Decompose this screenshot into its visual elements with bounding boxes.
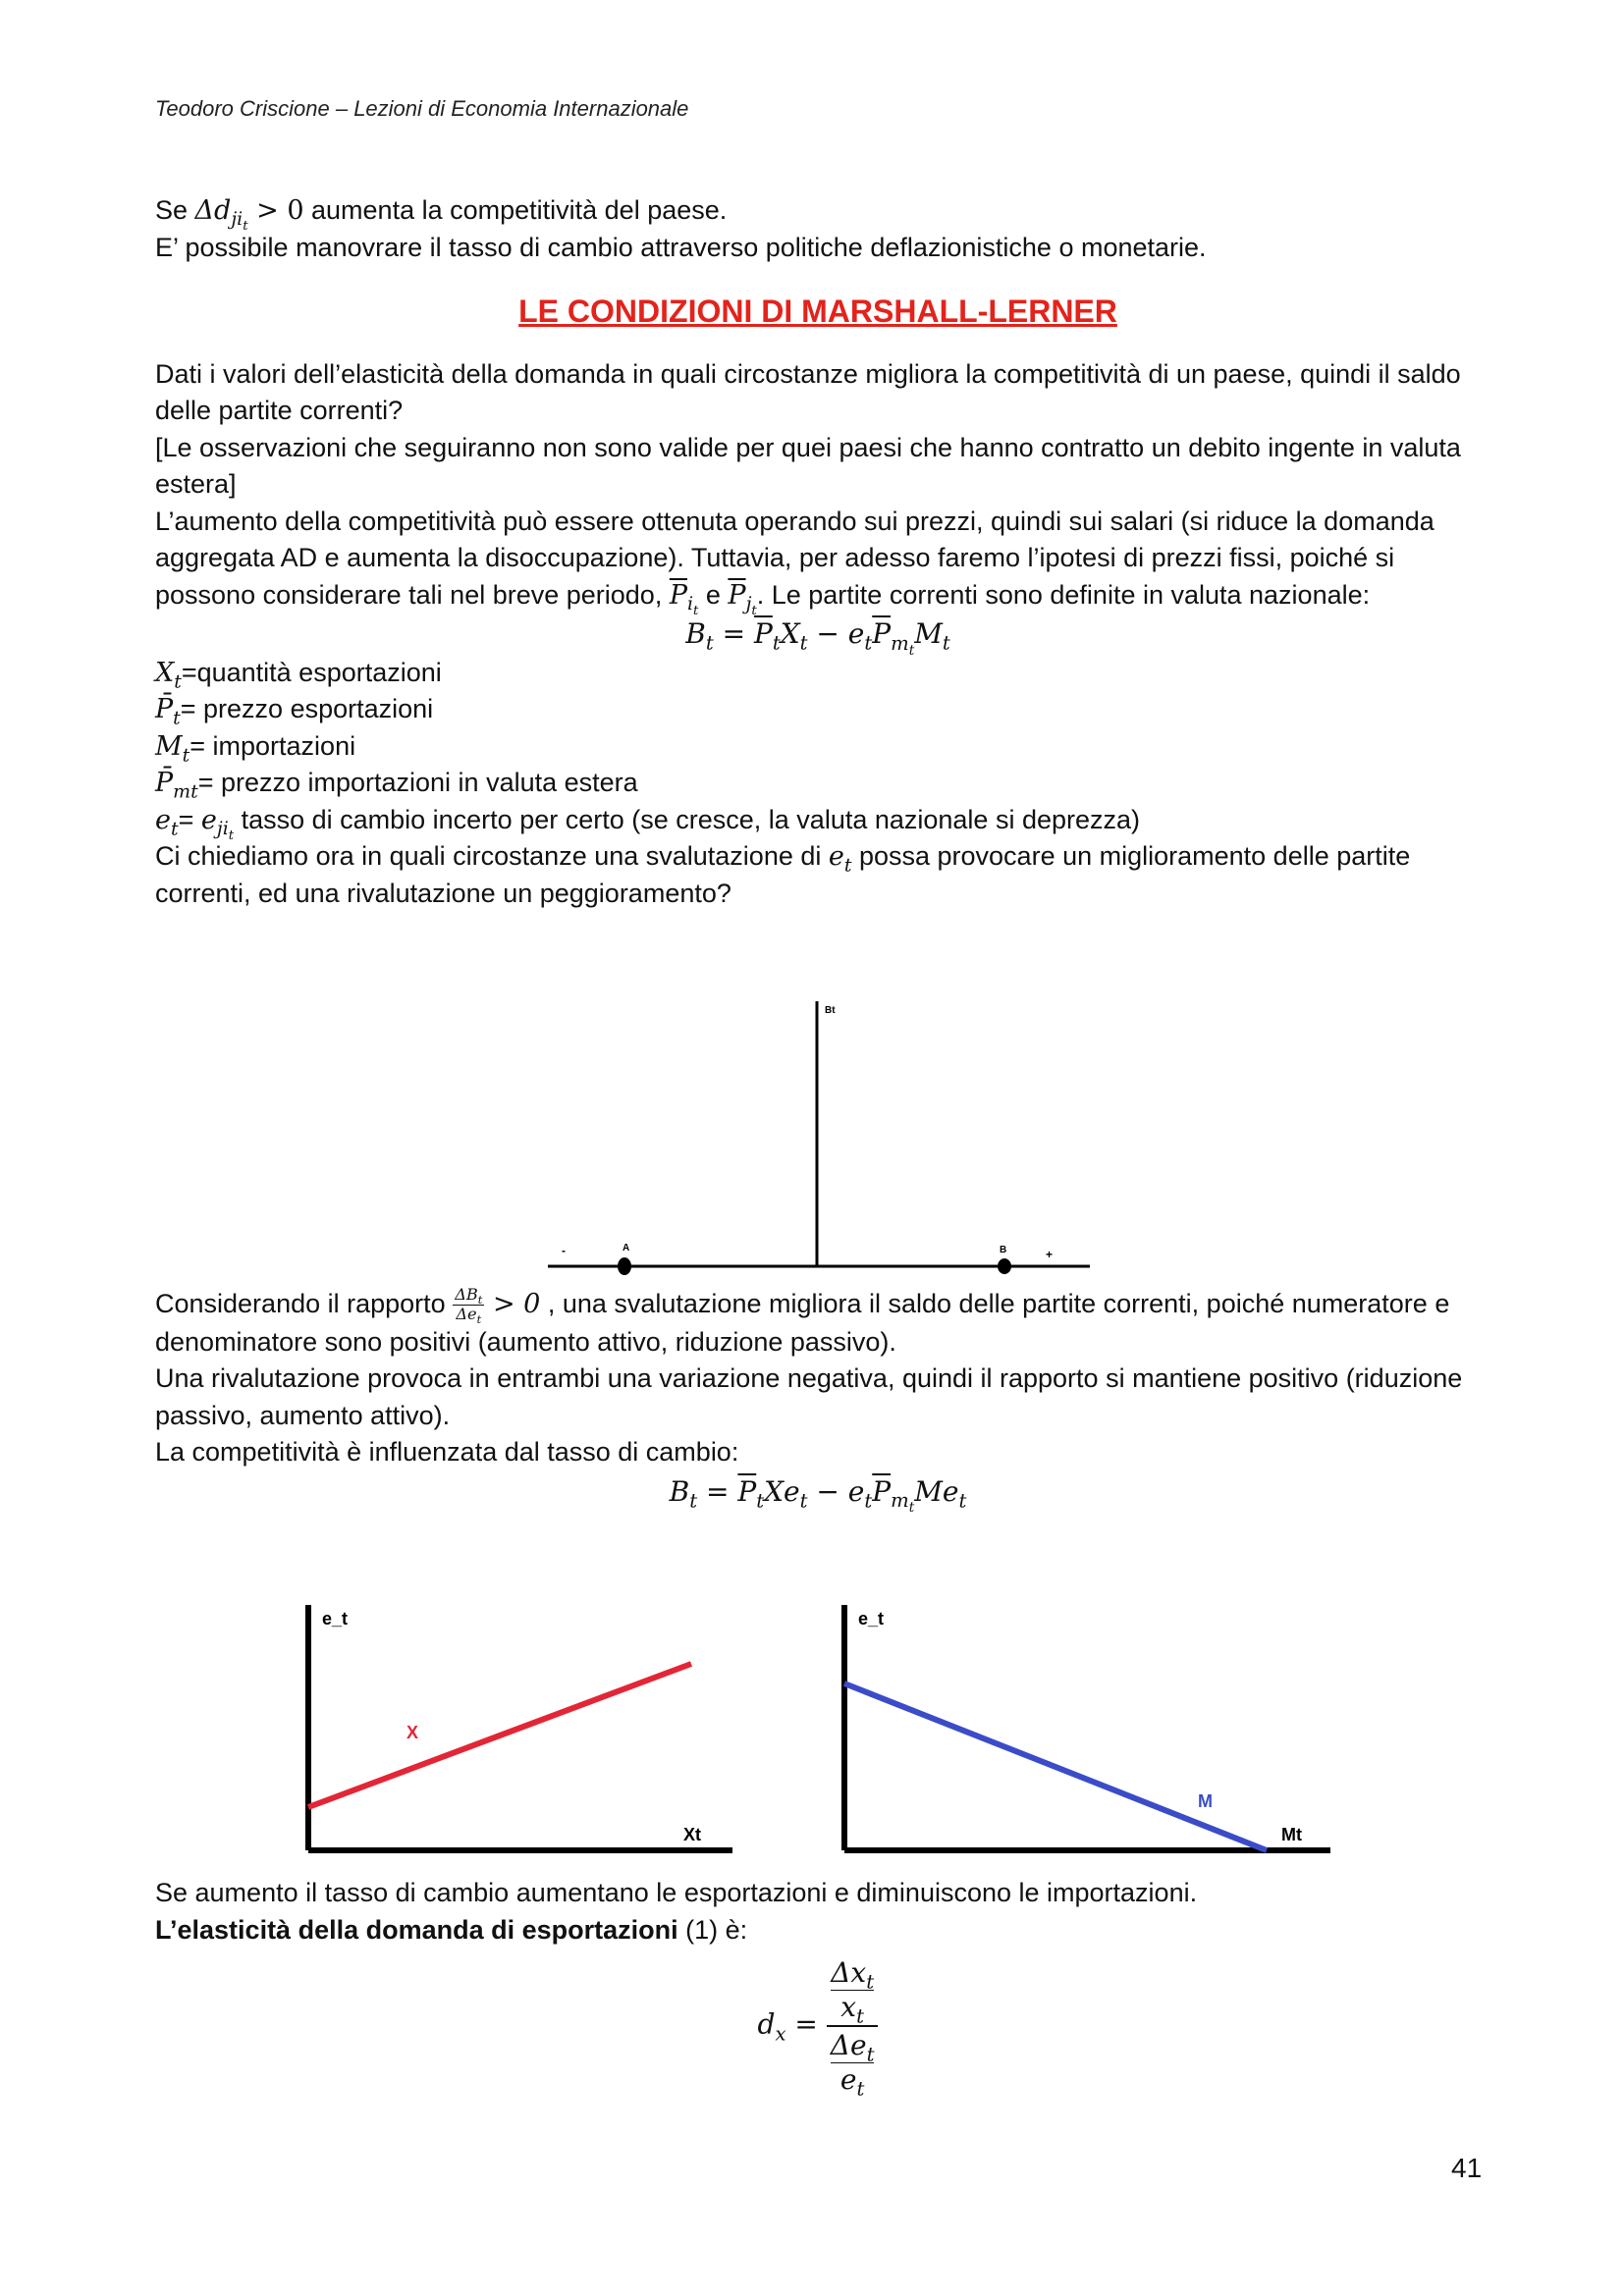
def-symbol: $e_t$ [155,804,179,839]
axis-plus-sign: + [1046,1248,1054,1261]
y-axis-label: e_t [322,1609,349,1629]
text-fragment: aumenta la competitività del paese. [303,195,728,225]
paragraph-competitiveness-rate: La competitività è influenzata dal tasso di cambio: [155,1437,739,1468]
paragraph-intro-note: [Le osservazioni che seguiranno non sono valide per quei paesi che hanno contratto un debito ingente in valuta estera] [155,432,1461,499]
balance-axis-graph [540,991,1100,1286]
axis-minus-sign: - [562,1244,566,1257]
paragraph-question: Ci chiediamo ora in quali circostanze una svalutazione di $e_t$ possa provocare un miglioramento delle partite correnti, ed una rivalutazione un peggioramento? [155,841,1411,908]
paragraph-revaluation: Una rivalutazione provoca in entrambi una variazione negativa, quindi il rapporto si mantiene positivo (riduzione passivo, aumento attivo). [155,1363,1463,1430]
series-line-M [844,1683,1267,1850]
paragraph-intro-prices: L’aumento della competitività può essere ottenuta operando sui prezzi, quindi sui salari (si riduce la domanda aggregata AD e aumenta la disoccupazione). Tuttavia, per adesso faremo l’ipotesi di prezzi fissi, poiché si possono considerare tali nel breve periodo, $\overline{P}_{i_t}$ e $\overline{P}_{j_t}$. Le partite correnti sono definite in valuta nazionale: [155,506,1435,618]
series-label-M: M [1198,1791,1213,1811]
def-symbol: $P̄_t$ [155,694,181,729]
page-content [155,192,1481,912]
x-axis-label: Mt [1281,1825,1302,1844]
def-symbol: $X_t$ [155,657,182,692]
paragraph-effect: Se aumento il tasso di cambio aumentano le esportazioni e diminuiscono le importazioni. [155,1878,1198,1907]
definition-item: $P̄_t=$ prezzo esportazioni [155,694,434,729]
math-ratio: $\frac{\Delta B_t}{\Delta e_t}$ > 0 [455,1285,541,1327]
text-fragment: Se [155,195,195,225]
definition-item: $X_t=quantità$ esportazioni [155,657,442,692]
equation-elasticity: $d_x$ = $\Delta x_t$ $x_t$ $\Delta e_t$ $e_t$ [155,1956,1481,2096]
x-axis-label: Xt [683,1825,701,1844]
paragraph-elasticity: L’elasticità della domanda di esportazioni (1) è: [155,1914,748,1945]
y-axis-label: e_t [858,1609,885,1629]
equation-current-account-2: $B_t = \overline{P}_tXe_t - e_t\overline{P}_{m_t}Me_t$ [669,1474,967,1517]
running-header: Teodoro Criscione – Lezioni di Economia Internazionale [155,96,689,121]
paragraph-ratio: Considerando il rapporto $\frac{\Delta B_t}{\Delta e_t}$ > 0 , una svalutazione migliora il saldo delle partite correnti, poiché numeratore e denominatore sono positivi (aumento attivo, riduzione passivo). [155,1285,1450,1357]
math-e-t: $e_t$ [828,841,852,877]
definition-item: $M_t=$ importazioni [155,730,356,766]
math-delta-d: $\Delta d_{ji_t}$ [194,195,248,235]
paragraph-competitiveness [155,192,1481,235]
page-content-lower [155,1285,1481,1517]
def-symbol: $P̄_{mt}$ [155,768,198,803]
page-number: 41 [1451,2153,1483,2183]
equation-current-account: $B_t = \overline{P}_tX_t - e_t\overline{P}_{m_t}M_t$ [685,617,950,659]
import-chart [825,1595,1335,1870]
point-b-marker [998,1258,1011,1274]
definitions-list [155,655,1481,843]
paragraph-exchange-rate: E’ possibile manovrare il tasso di cambio attraverso politiche deflazionistiche o monetarie. [155,232,1207,262]
definition-item: $P̄_{mt}=$ prezzo importazioni in valuta estera [155,768,638,803]
axis-label-bt: Bt [825,1005,836,1016]
definition-item: $e_t= e_{ji_t}$ tasso di cambio incerto per certo (se cresce, la valuta nazionale si deprezza) [155,804,1141,843]
series-line-X [308,1664,691,1807]
point-a-label: A [623,1243,630,1254]
export-chart [291,1595,742,1870]
series-label-X: X [406,1723,419,1742]
page-content-bottom [155,1875,1481,2101]
point-b-label: B [1000,1245,1007,1255]
point-a-marker [618,1257,631,1275]
math-p-jt: $\overline{P}_{j_t}$ [728,579,757,618]
math-relation: > 0 [247,195,304,226]
def-symbol: $M_t$ [155,730,190,766]
section-title: LE CONDIZIONI DI MARSHALL-LERNER [518,294,1117,329]
math-p-it: $\overline{P}_{i_t}$ [669,579,699,618]
paragraph-intro-question: Dati i valori dell’elasticità della domanda in quali circostanze migliora la competitività di un paese, quindi il saldo delle partite correnti? [155,358,1461,425]
